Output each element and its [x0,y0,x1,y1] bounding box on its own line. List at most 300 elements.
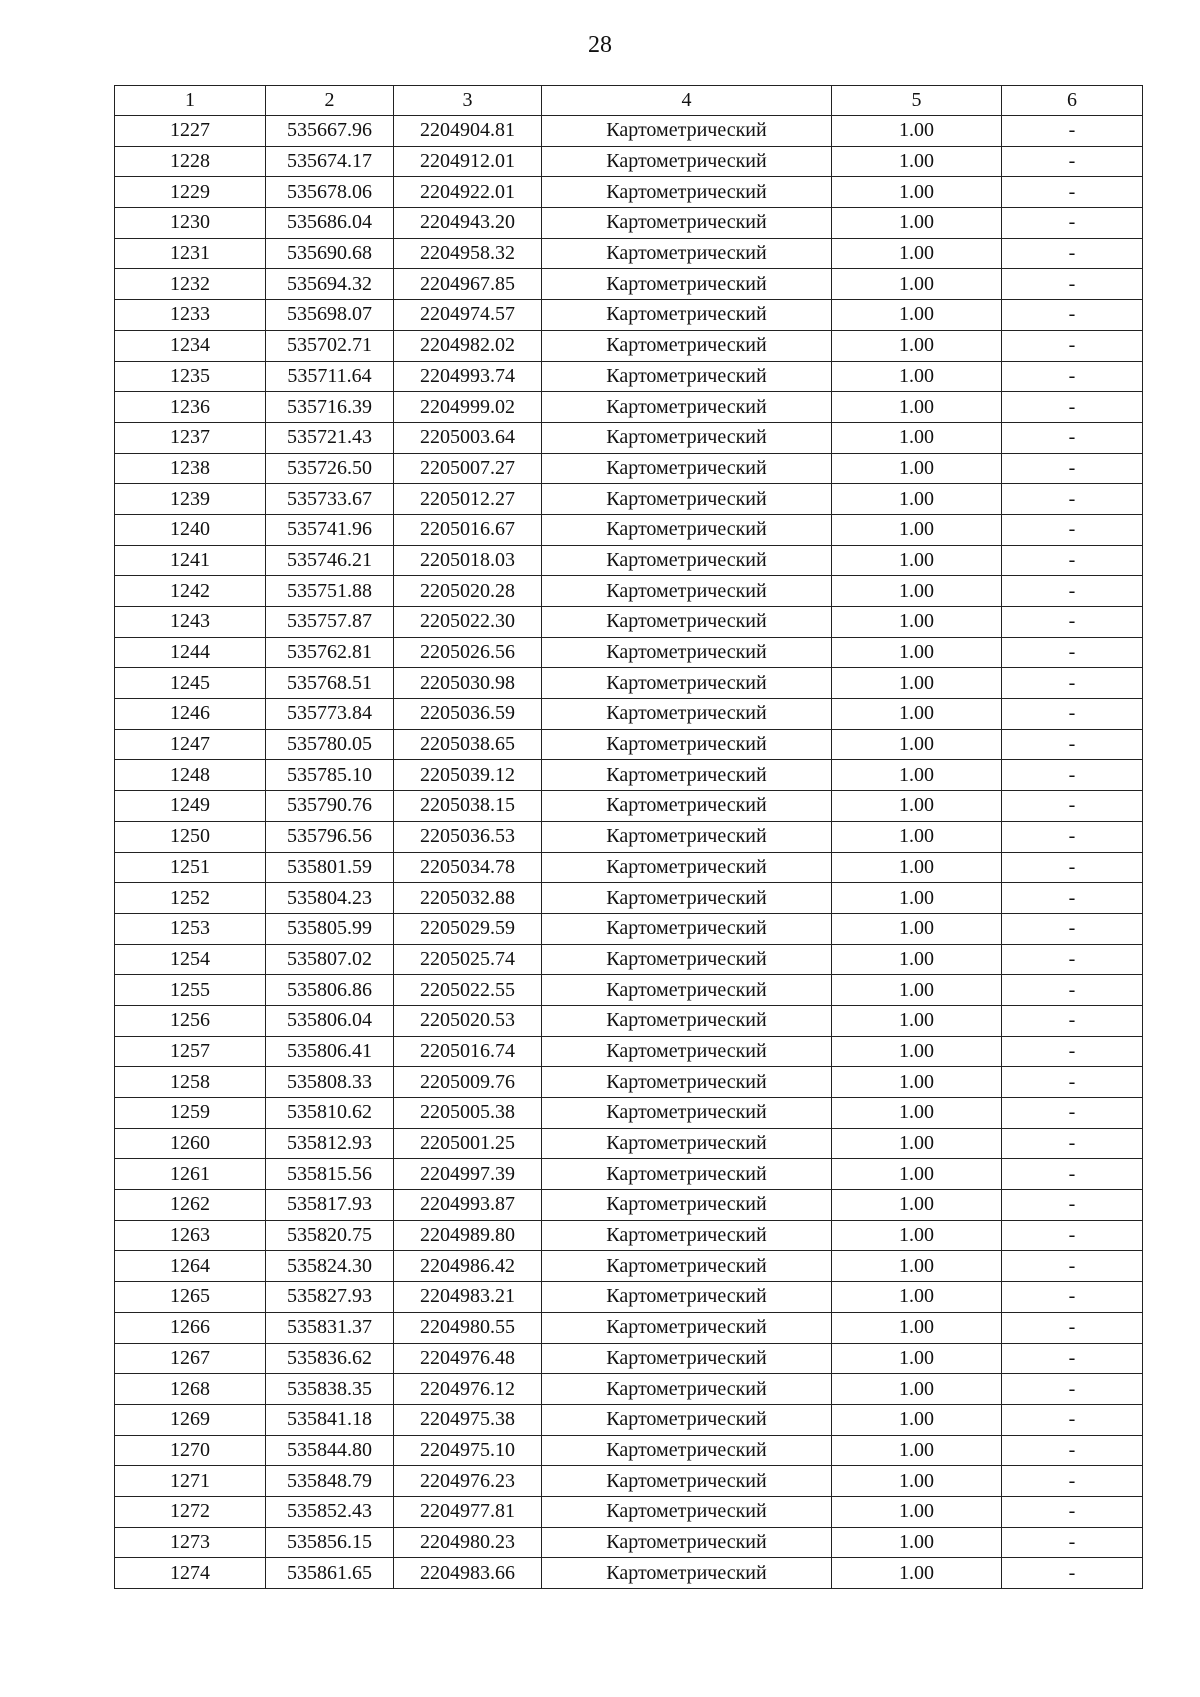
x-coordinate-cell: 535805.99 [266,913,394,944]
table-row [115,1558,1143,1589]
accuracy-cell: 1.00 [832,975,1002,1006]
point-number-cell: 1253 [115,913,266,944]
point-number-cell: 1238 [115,453,266,484]
point-number-cell: 1230 [115,208,266,239]
table-row [115,760,1143,791]
note-cell: - [1002,1190,1143,1221]
y-coordinate-cell: 2204993.87 [394,1190,542,1221]
method-cell: Картометрический [542,330,832,361]
note-cell: - [1002,484,1143,515]
x-coordinate-cell: 535838.35 [266,1374,394,1405]
y-coordinate-cell: 2204922.01 [394,177,542,208]
accuracy-cell: 1.00 [832,729,1002,760]
table-row [115,1220,1143,1251]
note-cell: - [1002,269,1143,300]
note-cell: - [1002,1558,1143,1589]
x-coordinate-cell: 535711.64 [266,361,394,392]
note-cell: - [1002,330,1143,361]
y-coordinate-cell: 2205029.59 [394,913,542,944]
table-row [115,1005,1143,1036]
table-row [115,1190,1143,1221]
method-cell: Картометрический [542,1282,832,1313]
accuracy-cell: 1.00 [832,1496,1002,1527]
note-cell: - [1002,392,1143,423]
column-header: 3 [394,86,542,116]
point-number-cell: 1261 [115,1159,266,1190]
x-coordinate-cell: 535810.62 [266,1098,394,1129]
point-number-cell: 1244 [115,637,266,668]
x-coordinate-cell: 535726.50 [266,453,394,484]
accuracy-cell: 1.00 [832,1466,1002,1497]
y-coordinate-cell: 2205030.98 [394,668,542,699]
x-coordinate-cell: 535733.67 [266,484,394,515]
point-number-cell: 1227 [115,116,266,147]
x-coordinate-cell: 535674.17 [266,146,394,177]
table-row [115,1098,1143,1129]
accuracy-cell: 1.00 [832,1251,1002,1282]
point-number-cell: 1245 [115,668,266,699]
x-coordinate-cell: 535806.86 [266,975,394,1006]
method-cell: Картометрический [542,484,832,515]
note-cell: - [1002,1466,1143,1497]
method-cell: Картометрический [542,1005,832,1036]
accuracy-cell: 1.00 [832,944,1002,975]
x-coordinate-cell: 535667.96 [266,116,394,147]
method-cell: Картометрический [542,791,832,822]
note-cell: - [1002,1374,1143,1405]
x-coordinate-cell: 535790.76 [266,791,394,822]
x-coordinate-cell: 535824.30 [266,1251,394,1282]
point-number-cell: 1258 [115,1067,266,1098]
accuracy-cell: 1.00 [832,760,1002,791]
table-row [115,146,1143,177]
table-row [115,699,1143,730]
method-cell: Картометрический [542,1404,832,1435]
note-cell: - [1002,116,1143,147]
note-cell: - [1002,607,1143,638]
table-row [115,300,1143,331]
note-cell: - [1002,1159,1143,1190]
table-row [115,208,1143,239]
table-row [115,729,1143,760]
accuracy-cell: 1.00 [832,208,1002,239]
table-row [115,392,1143,423]
table-row [115,269,1143,300]
accuracy-cell: 1.00 [832,453,1002,484]
table-row [115,1466,1143,1497]
y-coordinate-cell: 2205038.15 [394,791,542,822]
method-cell: Картометрический [542,883,832,914]
accuracy-cell: 1.00 [832,699,1002,730]
table-row [115,238,1143,269]
accuracy-cell: 1.00 [832,1435,1002,1466]
point-number-cell: 1268 [115,1374,266,1405]
table-row [115,883,1143,914]
point-number-cell: 1242 [115,576,266,607]
accuracy-cell: 1.00 [832,1312,1002,1343]
y-coordinate-cell: 2205016.74 [394,1036,542,1067]
page-number: 28 [588,32,612,58]
x-coordinate-cell: 535686.04 [266,208,394,239]
note-cell: - [1002,1343,1143,1374]
x-coordinate-cell: 535785.10 [266,760,394,791]
note-cell: - [1002,760,1143,791]
table-body [115,116,1143,1589]
note-cell: - [1002,1435,1143,1466]
point-number-cell: 1235 [115,361,266,392]
method-cell: Картометрический [542,208,832,239]
note-cell: - [1002,1312,1143,1343]
y-coordinate-cell: 2204974.57 [394,300,542,331]
note-cell: - [1002,668,1143,699]
point-number-cell: 1255 [115,975,266,1006]
x-coordinate-cell: 535698.07 [266,300,394,331]
point-number-cell: 1232 [115,269,266,300]
table-row [115,1527,1143,1558]
x-coordinate-cell: 535721.43 [266,422,394,453]
method-cell: Картометрический [542,1159,832,1190]
point-number-cell: 1243 [115,607,266,638]
x-coordinate-cell: 535831.37 [266,1312,394,1343]
accuracy-cell: 1.00 [832,146,1002,177]
point-number-cell: 1270 [115,1435,266,1466]
x-coordinate-cell: 535817.93 [266,1190,394,1221]
method-cell: Картометрический [542,238,832,269]
table-row [115,330,1143,361]
y-coordinate-cell: 2205026.56 [394,637,542,668]
table-row [115,637,1143,668]
note-cell: - [1002,699,1143,730]
x-coordinate-cell: 535773.84 [266,699,394,730]
accuracy-cell: 1.00 [832,913,1002,944]
point-number-cell: 1237 [115,422,266,453]
method-cell: Картометрический [542,576,832,607]
y-coordinate-cell: 2204912.01 [394,146,542,177]
method-cell: Картометрический [542,607,832,638]
point-number-cell: 1234 [115,330,266,361]
y-coordinate-cell: 2205001.25 [394,1128,542,1159]
method-cell: Картометрический [542,729,832,760]
method-cell: Картометрический [542,668,832,699]
y-coordinate-cell: 2205038.65 [394,729,542,760]
table-row [115,177,1143,208]
accuracy-cell: 1.00 [832,1527,1002,1558]
accuracy-cell: 1.00 [832,116,1002,147]
y-coordinate-cell: 2204958.32 [394,238,542,269]
note-cell: - [1002,361,1143,392]
accuracy-cell: 1.00 [832,1067,1002,1098]
y-coordinate-cell: 2204999.02 [394,392,542,423]
note-cell: - [1002,1128,1143,1159]
point-number-cell: 1263 [115,1220,266,1251]
x-coordinate-cell: 535806.04 [266,1005,394,1036]
accuracy-cell: 1.00 [832,361,1002,392]
accuracy-cell: 1.00 [832,607,1002,638]
column-header: 5 [832,86,1002,116]
point-number-cell: 1260 [115,1128,266,1159]
y-coordinate-cell: 2205036.53 [394,821,542,852]
header-row [115,86,1143,116]
note-cell: - [1002,729,1143,760]
y-coordinate-cell: 2204982.02 [394,330,542,361]
table-row [115,791,1143,822]
table-row [115,1312,1143,1343]
note-cell: - [1002,422,1143,453]
accuracy-cell: 1.00 [832,1159,1002,1190]
x-coordinate-cell: 535836.62 [266,1343,394,1374]
point-number-cell: 1271 [115,1466,266,1497]
x-coordinate-cell: 535751.88 [266,576,394,607]
method-cell: Картометрический [542,637,832,668]
method-cell: Картометрический [542,760,832,791]
table-row [115,484,1143,515]
method-cell: Картометрический [542,1190,832,1221]
accuracy-cell: 1.00 [832,484,1002,515]
note-cell: - [1002,975,1143,1006]
x-coordinate-cell: 535852.43 [266,1496,394,1527]
x-coordinate-cell: 535841.18 [266,1404,394,1435]
x-coordinate-cell: 535807.02 [266,944,394,975]
y-coordinate-cell: 2205020.53 [394,1005,542,1036]
method-cell: Картометрический [542,913,832,944]
table-row [115,975,1143,1006]
accuracy-cell: 1.00 [832,545,1002,576]
note-cell: - [1002,1220,1143,1251]
method-cell: Картометрический [542,1435,832,1466]
table-row [115,944,1143,975]
point-number-cell: 1248 [115,760,266,791]
point-number-cell: 1229 [115,177,266,208]
note-cell: - [1002,1496,1143,1527]
method-cell: Картометрический [542,699,832,730]
accuracy-cell: 1.00 [832,1558,1002,1589]
y-coordinate-cell: 2205009.76 [394,1067,542,1098]
accuracy-cell: 1.00 [832,821,1002,852]
method-cell: Картометрический [542,269,832,300]
table-row [115,1343,1143,1374]
method-cell: Картометрический [542,1098,832,1129]
accuracy-cell: 1.00 [832,514,1002,545]
table-row [115,453,1143,484]
note-cell: - [1002,852,1143,883]
table-row [115,422,1143,453]
y-coordinate-cell: 2204989.80 [394,1220,542,1251]
accuracy-cell: 1.00 [832,1404,1002,1435]
y-coordinate-cell: 2204976.12 [394,1374,542,1405]
y-coordinate-cell: 2204983.21 [394,1282,542,1313]
point-number-cell: 1252 [115,883,266,914]
method-cell: Картометрический [542,1527,832,1558]
y-coordinate-cell: 2205016.67 [394,514,542,545]
table-row [115,821,1143,852]
point-number-cell: 1231 [115,238,266,269]
note-cell: - [1002,637,1143,668]
method-cell: Картометрический [542,361,832,392]
note-cell: - [1002,545,1143,576]
table-row [115,1251,1143,1282]
method-cell: Картометрический [542,1036,832,1067]
table-row [115,514,1143,545]
point-number-cell: 1250 [115,821,266,852]
method-cell: Картометрический [542,944,832,975]
y-coordinate-cell: 2205034.78 [394,852,542,883]
note-cell: - [1002,208,1143,239]
note-cell: - [1002,146,1143,177]
x-coordinate-cell: 535796.56 [266,821,394,852]
y-coordinate-cell: 2205036.59 [394,699,542,730]
point-number-cell: 1246 [115,699,266,730]
table-row [115,1036,1143,1067]
method-cell: Картометрический [542,975,832,1006]
x-coordinate-cell: 535716.39 [266,392,394,423]
note-cell: - [1002,300,1143,331]
note-cell: - [1002,453,1143,484]
note-cell: - [1002,576,1143,607]
table-row [115,1404,1143,1435]
x-coordinate-cell: 535844.80 [266,1435,394,1466]
note-cell: - [1002,238,1143,269]
x-coordinate-cell: 535808.33 [266,1067,394,1098]
point-number-cell: 1264 [115,1251,266,1282]
accuracy-cell: 1.00 [832,1190,1002,1221]
note-cell: - [1002,1251,1143,1282]
note-cell: - [1002,1098,1143,1129]
method-cell: Картометрический [542,177,832,208]
accuracy-cell: 1.00 [832,668,1002,699]
method-cell: Картометрический [542,1220,832,1251]
point-number-cell: 1259 [115,1098,266,1129]
table-header [115,86,1143,116]
accuracy-cell: 1.00 [832,269,1002,300]
x-coordinate-cell: 535801.59 [266,852,394,883]
method-cell: Картометрический [542,1374,832,1405]
x-coordinate-cell: 535804.23 [266,883,394,914]
y-coordinate-cell: 2205003.64 [394,422,542,453]
point-number-cell: 1228 [115,146,266,177]
point-number-cell: 1272 [115,1496,266,1527]
table-row [115,852,1143,883]
point-number-cell: 1240 [115,514,266,545]
table-row [115,1496,1143,1527]
method-cell: Картометрический [542,821,832,852]
x-coordinate-cell: 535861.65 [266,1558,394,1589]
point-number-cell: 1257 [115,1036,266,1067]
method-cell: Картометрический [542,116,832,147]
x-coordinate-cell: 535827.93 [266,1282,394,1313]
x-coordinate-cell: 535848.79 [266,1466,394,1497]
note-cell: - [1002,913,1143,944]
table-row [115,1067,1143,1098]
method-cell: Картометрический [542,1558,832,1589]
x-coordinate-cell: 535768.51 [266,668,394,699]
y-coordinate-cell: 2205022.30 [394,607,542,638]
accuracy-cell: 1.00 [832,1128,1002,1159]
point-number-cell: 1254 [115,944,266,975]
x-coordinate-cell: 535757.87 [266,607,394,638]
y-coordinate-cell: 2204967.85 [394,269,542,300]
point-number-cell: 1249 [115,791,266,822]
table-row [115,1128,1143,1159]
point-number-cell: 1265 [115,1282,266,1313]
accuracy-cell: 1.00 [832,576,1002,607]
accuracy-cell: 1.00 [832,1220,1002,1251]
x-coordinate-cell: 535820.75 [266,1220,394,1251]
y-coordinate-cell: 2204977.81 [394,1496,542,1527]
table-row [115,361,1143,392]
y-coordinate-cell: 2204997.39 [394,1159,542,1190]
y-coordinate-cell: 2204975.10 [394,1435,542,1466]
y-coordinate-cell: 2205025.74 [394,944,542,975]
point-number-cell: 1274 [115,1558,266,1589]
table-row [115,116,1143,147]
method-cell: Картометрический [542,852,832,883]
column-header: 6 [1002,86,1143,116]
note-cell: - [1002,821,1143,852]
accuracy-cell: 1.00 [832,1343,1002,1374]
accuracy-cell: 1.00 [832,1005,1002,1036]
note-cell: - [1002,1036,1143,1067]
method-cell: Картометрический [542,392,832,423]
y-coordinate-cell: 2205032.88 [394,883,542,914]
accuracy-cell: 1.00 [832,422,1002,453]
column-header: 2 [266,86,394,116]
note-cell: - [1002,883,1143,914]
y-coordinate-cell: 2204980.55 [394,1312,542,1343]
accuracy-cell: 1.00 [832,177,1002,208]
accuracy-cell: 1.00 [832,1282,1002,1313]
x-coordinate-cell: 535746.21 [266,545,394,576]
x-coordinate-cell: 535702.71 [266,330,394,361]
y-coordinate-cell: 2204976.48 [394,1343,542,1374]
method-cell: Картометрический [542,453,832,484]
accuracy-cell: 1.00 [832,1036,1002,1067]
method-cell: Картометрический [542,514,832,545]
x-coordinate-cell: 535694.32 [266,269,394,300]
x-coordinate-cell: 535780.05 [266,729,394,760]
accuracy-cell: 1.00 [832,852,1002,883]
method-cell: Картометрический [542,422,832,453]
method-cell: Картометрический [542,1343,832,1374]
point-number-cell: 1266 [115,1312,266,1343]
note-cell: - [1002,944,1143,975]
table-row [115,668,1143,699]
y-coordinate-cell: 2204980.23 [394,1527,542,1558]
note-cell: - [1002,1005,1143,1036]
point-number-cell: 1247 [115,729,266,760]
y-coordinate-cell: 2205007.27 [394,453,542,484]
x-coordinate-cell: 535762.81 [266,637,394,668]
method-cell: Картометрический [542,1067,832,1098]
table-row [115,1159,1143,1190]
note-cell: - [1002,1404,1143,1435]
point-number-cell: 1262 [115,1190,266,1221]
accuracy-cell: 1.00 [832,637,1002,668]
table-row [115,1282,1143,1313]
method-cell: Картометрический [542,1128,832,1159]
x-coordinate-cell: 535678.06 [266,177,394,208]
accuracy-cell: 1.00 [832,791,1002,822]
column-header: 1 [115,86,266,116]
note-cell: - [1002,1282,1143,1313]
y-coordinate-cell: 2205020.28 [394,576,542,607]
point-number-cell: 1267 [115,1343,266,1374]
table-row [115,1374,1143,1405]
accuracy-cell: 1.00 [832,330,1002,361]
method-cell: Картометрический [542,300,832,331]
method-cell: Картометрический [542,545,832,576]
note-cell: - [1002,177,1143,208]
method-cell: Картометрический [542,1466,832,1497]
